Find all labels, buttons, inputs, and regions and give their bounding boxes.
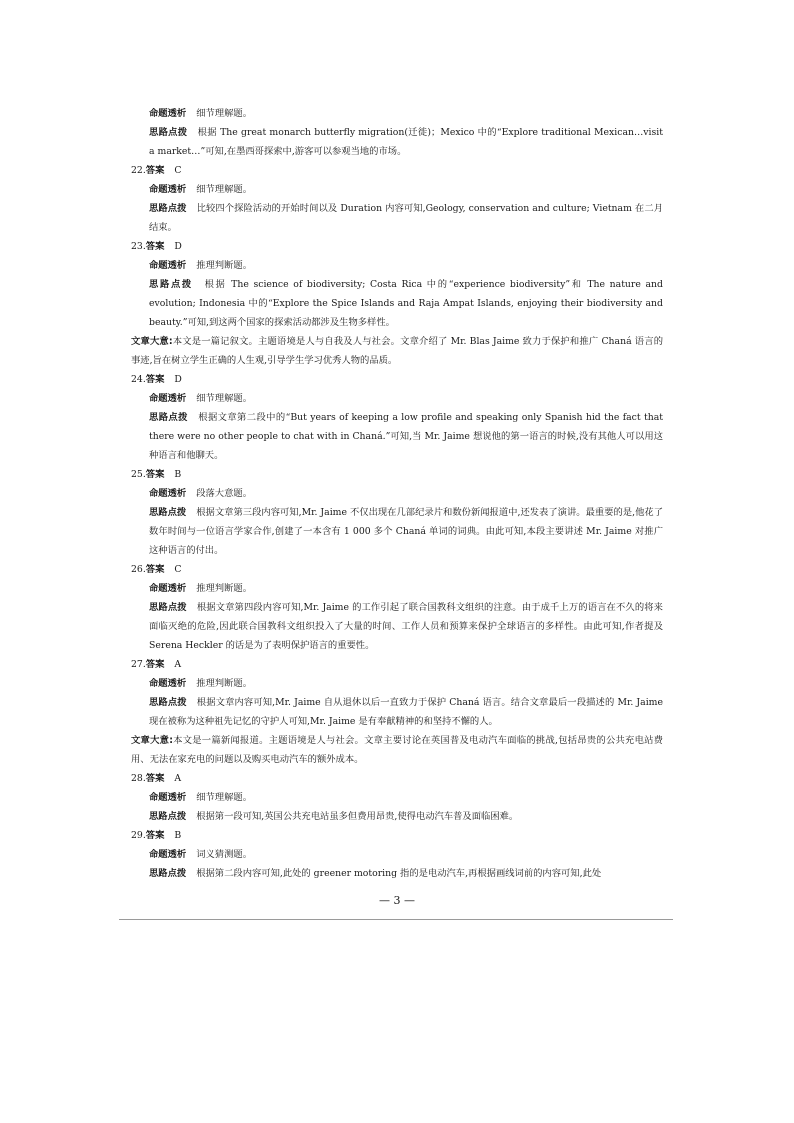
- passage-summary-label: 文章大意: [131, 735, 170, 746]
- question-number: 23.: [131, 241, 146, 252]
- analysis-type-row: [131, 788, 663, 807]
- answer-value: B: [174, 469, 182, 480]
- analysis-type-row: [131, 484, 663, 503]
- analysis-type-text: 推理判断题。: [196, 678, 252, 689]
- analysis-hint-text: 根据文章内容可知,Mr. Jaime 自从退休以后一直致力于保护 Chaná 语言。结合文章最后一段描述的 Mr. Jaime 现在被称为这种祖先记忆的守护人可知,Mr. Jaime 是有奉献精神的和坚持不懈的人。: [149, 697, 663, 727]
- answer-label: 答案: [145, 830, 165, 841]
- passage-summary: 文章大意:本文是一篇记叙文。主题语境是人与自我及人与社会。文章介绍了 Mr. Blas Jaime 致力于保护和推广 Chaná 语言的事迹,旨在树立学生正确的人生观,引导学生学习优秀人物的品质。: [131, 336, 663, 366]
- page-number: — 3 —: [379, 894, 415, 907]
- analysis-type-label: 命题透析: [149, 393, 187, 404]
- analysis-hint-row: [131, 275, 663, 332]
- analysis-type-label: 命题透析: [149, 849, 187, 860]
- answer-label: 答案: [145, 241, 165, 252]
- analysis-hint-row: [131, 598, 663, 655]
- analysis-type-row: [131, 674, 663, 693]
- analysis-type-label: 命题透析: [149, 678, 187, 689]
- answer-label: 答案: [145, 659, 165, 670]
- analysis-hint-label: 思路点拨: [149, 697, 187, 708]
- analysis-hint-row: [131, 408, 663, 465]
- analysis-hint-row: [131, 807, 663, 826]
- answer-row: [131, 465, 663, 484]
- analysis-type-label: 命题透析: [149, 108, 187, 119]
- answer-row: [131, 769, 663, 788]
- answer-label: 答案: [145, 564, 165, 575]
- question-number: 25.: [131, 469, 146, 480]
- analysis-type-row: [131, 180, 663, 199]
- answer-key-content: [131, 104, 663, 883]
- answer-row: [131, 826, 663, 845]
- analysis-hint-label: 思路点拨: [149, 868, 187, 879]
- answer-value: C: [174, 564, 182, 575]
- analysis-type-label: 命题透析: [149, 184, 187, 195]
- answer-value: D: [174, 374, 182, 385]
- answer-label: 答案: [145, 165, 165, 176]
- answer-row: [131, 370, 663, 389]
- analysis-hint-text: 根据文章第二段中的“But years of keeping a low profile and speaking only Spanish hid the fact that there were no other people to chat with in Chaná.”可知,当 Mr. Jaime 想说他的第一语言的时候,没有其他人可以用这种语言和他聊天。: [149, 412, 663, 461]
- question-number: 26.: [131, 564, 146, 575]
- analysis-type-row: [131, 104, 663, 123]
- analysis-hint-row: [131, 503, 663, 560]
- passage-summary-text: 本文是一篇新闻报道。主题语境是人与社会。文章主要讨论在英国普及电动汽车面临的挑战,包括昂贵的公共充电站费用、无法在家充电的问题以及购买电动汽车的额外成本。: [131, 735, 663, 765]
- answer-row: [131, 161, 663, 180]
- analysis-hint-text: 根据第二段内容可知,此处的 greener motoring 指的是电动汽车,再根据画线词前的内容可知,此处: [196, 868, 602, 879]
- analysis-type-label: 命题透析: [149, 260, 187, 271]
- analysis-hint-label: 思路点拨: [149, 127, 188, 138]
- analysis-type-text: 推理判断题。: [196, 583, 252, 594]
- analysis-hint-text: 比较四个探险活动的开始时间以及 Duration 内容可知,Geology, conservation and culture; Vietnam 在二月结束。: [149, 203, 663, 233]
- analysis-type-text: 词义猜测题。: [196, 849, 252, 860]
- question-number: 28.: [131, 773, 146, 784]
- answer-label: 答案: [145, 374, 165, 385]
- analysis-type-label: 命题透析: [149, 583, 187, 594]
- analysis-hint-row: [131, 123, 663, 161]
- answer-label: 答案: [145, 469, 165, 480]
- analysis-type-label: 命题透析: [149, 488, 187, 499]
- question-number: 24.: [131, 374, 146, 385]
- analysis-hint-row: [131, 693, 663, 731]
- analysis-type-text: 细节理解题。: [196, 108, 252, 119]
- analysis-type-row: [131, 579, 663, 598]
- analysis-hint-row: [131, 199, 663, 237]
- analysis-hint-label: 思路点拨: [149, 811, 187, 822]
- analysis-type-text: 细节理解题。: [196, 393, 252, 404]
- analysis-hint-text: 根据 The science of biodiversity; Costa Rica 中的“experience biodiversity”和 The nature and evolution; Indonesia 中的“Explore the Spice Islands and Raja Ampat Islands, enjoying their biodiversity and beauty.”可知,到这两个国家的探索活动都涉及生物多样性。: [149, 279, 663, 328]
- answer-row: [131, 655, 663, 674]
- analysis-hint-row: [131, 864, 663, 883]
- question-number: 27.: [131, 659, 146, 670]
- answer-value: D: [174, 241, 182, 252]
- footer-divider: [119, 919, 673, 920]
- analysis-hint-label: 思路点拨: [149, 412, 188, 423]
- analysis-hint-text: 根据文章第三段内容可知,Mr. Jaime 不仅出现在几部纪录片和数份新闻报道中,还发表了演讲。最重要的是,他花了数年时间与一位语言学家合作,创建了一本含有 1 000 多个 Chaná 单词的词典。由此可知,本段主要讲述 Mr. Jaime 对推广这种语言的付出。: [149, 507, 663, 556]
- analysis-type-row: [131, 389, 663, 408]
- answer-label: 答案: [145, 773, 165, 784]
- analysis-hint-label: 思路点拨: [149, 203, 187, 214]
- analysis-hint-label: 思路点拨: [149, 602, 187, 613]
- answer-value: A: [174, 659, 182, 670]
- analysis-hint-text: 根据 The great monarch butterfly migration(迁徙)；Mexico 中的“Explore traditional Mexican…visit a market…”可知,在墨西哥探索中,游客可以参观当地的市场。: [149, 127, 663, 157]
- analysis-type-text: 推理判断题。: [196, 260, 252, 271]
- analysis-type-row: [131, 256, 663, 275]
- answer-value: B: [174, 830, 182, 841]
- answer-value: C: [174, 165, 182, 176]
- analysis-type-label: 命题透析: [149, 792, 187, 803]
- analysis-type-text: 细节理解题。: [196, 184, 252, 195]
- passage-summary: 文章大意:本文是一篇新闻报道。主题语境是人与社会。文章主要讨论在英国普及电动汽车面临的挑战,包括昂贵的公共充电站费用、无法在家充电的问题以及购买电动汽车的额外成本。: [131, 735, 663, 765]
- passage-summary-text: 本文是一篇记叙文。主题语境是人与自我及人与社会。文章介绍了 Mr. Blas Jaime 致力于保护和推广 Chaná 语言的事迹,旨在树立学生正确的人生观,引导学生学习优秀人物的品质。: [131, 336, 663, 366]
- question-number: 22.: [131, 165, 146, 176]
- analysis-type-text: 细节理解题。: [196, 792, 252, 803]
- answer-value: A: [174, 773, 182, 784]
- analysis-hint-text: 根据文章第四段内容可知,Mr. Jaime 的工作引起了联合国教科文组织的注意。由于成千上万的语言在不久的将来面临灭绝的危险,因此联合国教科文组织投入了大量的时间、工作人员和预算来保护全球语言的多样性。由此可知,作者提及 Serena Heckler 的话是为了表明保护语言的重要性。: [149, 602, 663, 651]
- analysis-hint-label: 思路点拨: [149, 507, 187, 518]
- analysis-hint-text: 根据第一段可知,英国公共充电站虽多但费用昂贵,使得电动汽车普及面临困难。: [196, 811, 519, 822]
- answer-row: [131, 560, 663, 579]
- analysis-type-row: [131, 845, 663, 864]
- passage-summary-label: 文章大意: [131, 336, 169, 347]
- answer-row: [131, 237, 663, 256]
- analysis-hint-label: 思路点拨: [149, 279, 193, 290]
- question-number: 29.: [131, 830, 146, 841]
- analysis-type-text: 段落大意题。: [196, 488, 252, 499]
